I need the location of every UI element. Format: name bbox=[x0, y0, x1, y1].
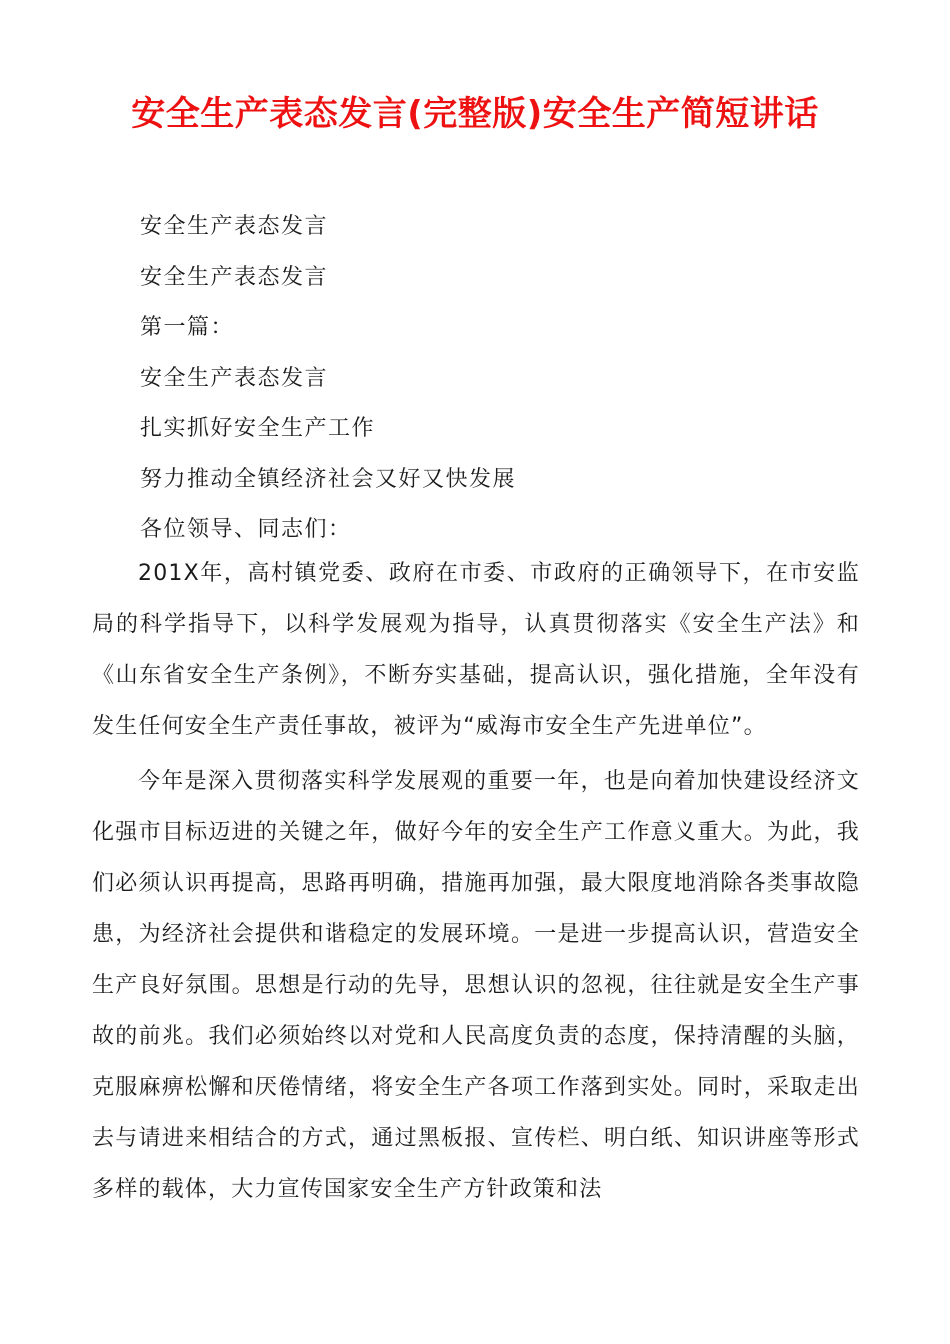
heading-lines bbox=[140, 202, 516, 556]
document-title: 安全生产表态发言(完整版)安全生产简短讲话 bbox=[131, 94, 819, 134]
line-heading-3: 安全生产表态发言 bbox=[140, 365, 329, 391]
line-subtitle-2: 努力推动全镇经济社会又好又快发展 bbox=[140, 466, 517, 492]
body-paragraph-2: 今年是深入贯彻落实科学发展观的重要一年，也是向着加快建设经济文化强市目标迈进的关键之年，做好今年的安全生产工作意义重大。为此，我们必须认识再提高，思路再明确，措施再加强，最大限度地消除各类事故隐患，为经济社会提供和谐稳定的发展环境。一是进一步提高认识，营造安全生产良好氛围。思想是行动的先导，思想认识的忽视，往往就是安全生产事故的前兆。我们必须始终以对党和人民高度负责的态度，保持清醒的头脑，克服麻痹松懈和厌倦情绪，将安全生产各项工作落到实处。同时，采取走出去与请进来相结合的方式，通过黑板报、宣传栏、明白纸、知识讲座等形式多样的载体，大力宣传国家安全生产方针政策和法 bbox=[92, 769, 860, 1202]
line-subtitle-1: 扎实抓好安全生产工作 bbox=[140, 416, 376, 441]
line-salutation: 各位领导、同志们： bbox=[140, 517, 352, 542]
line-chapter-label: 第一篇： bbox=[140, 315, 235, 340]
line-heading-1: 安全生产表态发言 bbox=[140, 214, 329, 239]
line-heading-2: 安全生产表态发言 bbox=[140, 264, 329, 290]
body-paragraph-1: 201X年，高村镇党委、政府在市委、市政府的正确领导下，在市安监局的科学指导下，以科学发展观为指导，认真贯彻落实《安全生产法》和《山东省安全生产条例》，不断夯实基础，提高认识，强化措施，全年没有发生任何安全生产责任事故，被评为“威海市安全生产先进单位”。 bbox=[92, 561, 860, 739]
